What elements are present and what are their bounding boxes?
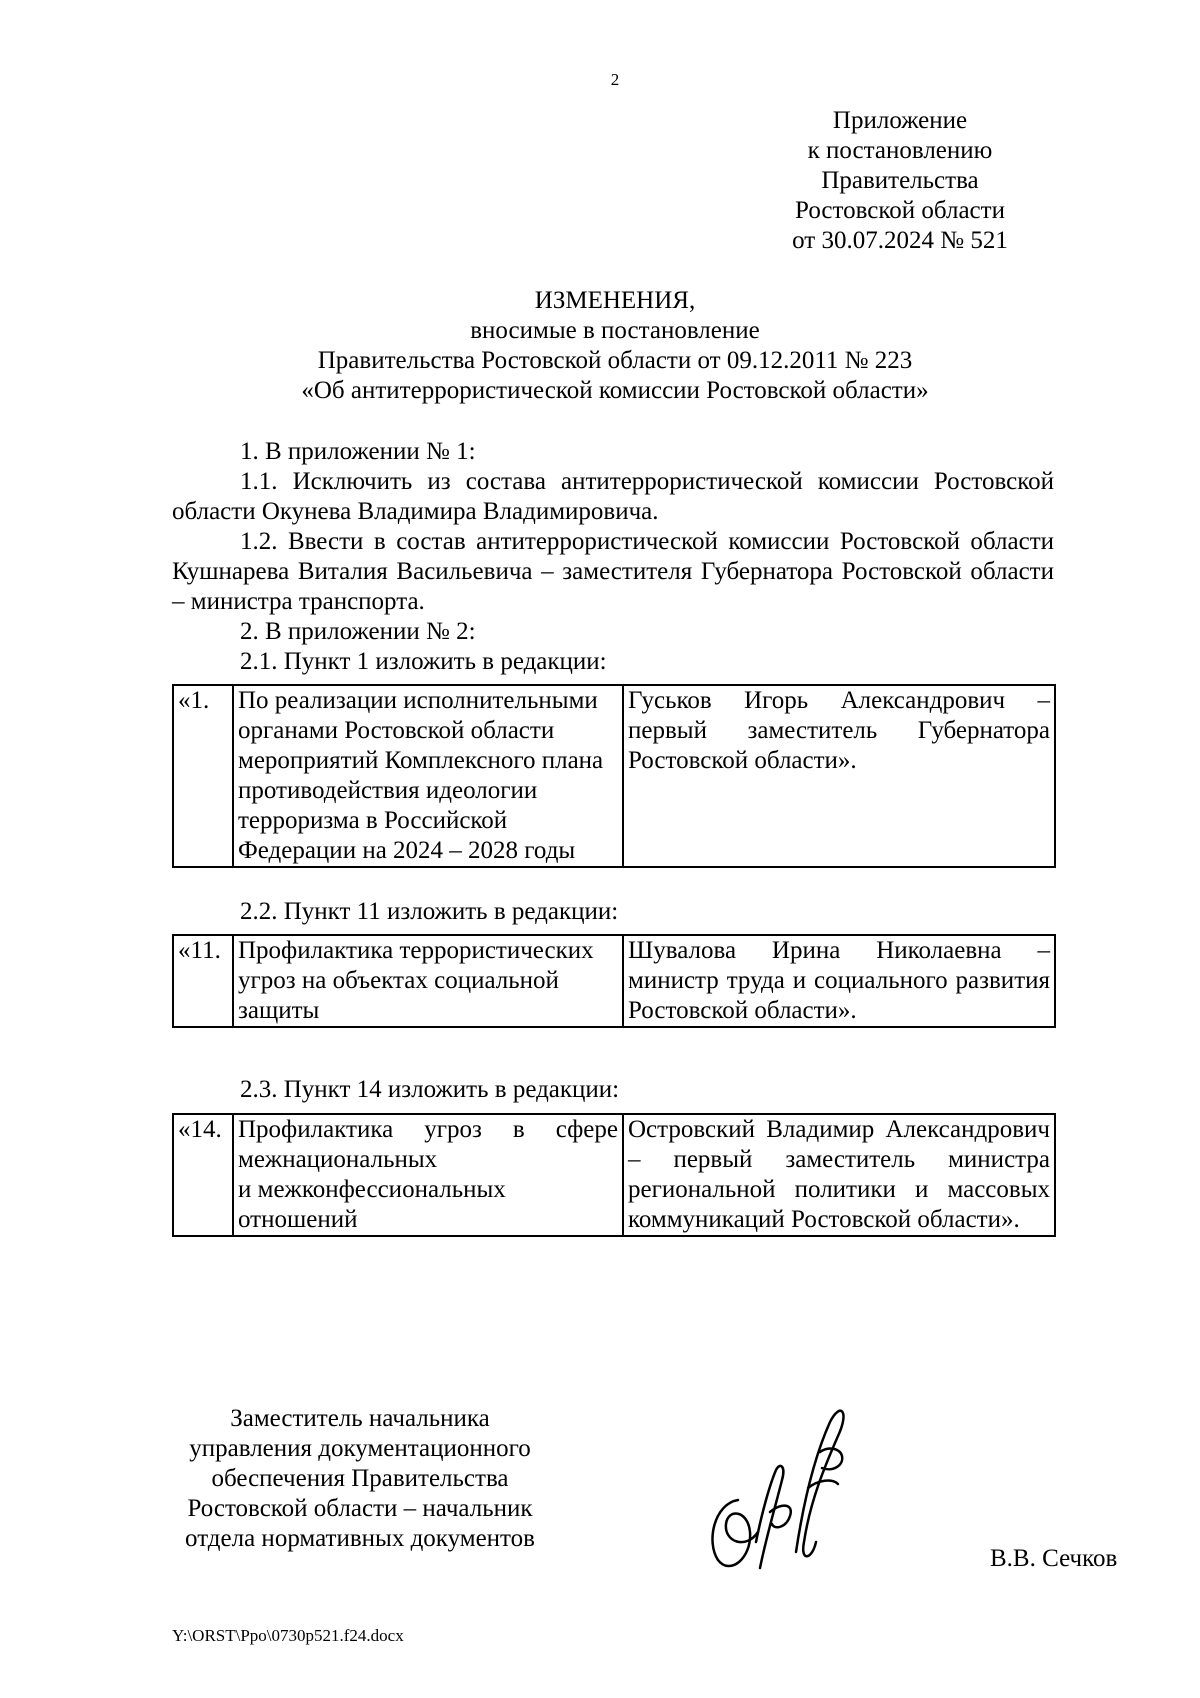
amendment-table-item-11 [172, 934, 1056, 1028]
position-line: отдела нормативных документов [185, 1525, 535, 1552]
annex-line: Приложение [832, 107, 968, 134]
handwritten-signature [700, 1392, 860, 1582]
title-line: «Об антитеррористической комиссии Ростовской области» [301, 377, 929, 404]
amendment-table-item-1 [172, 684, 1056, 868]
title-line: Правительства Ростовской области от 09.12.2011 № 223 [317, 347, 913, 374]
activity-area: Профилактика террористических угроз на объектах социальной защиты [233, 935, 623, 1027]
annex-line: Правительства [821, 167, 979, 194]
annex-line: Ростовской области [795, 197, 1005, 224]
item-number: «14. [173, 1114, 233, 1236]
paragraph-2-2: 2.2. Пункт 11 изложить в редакции: [240, 898, 619, 925]
responsible-person: Островский Владимир Александрович – первый заместитель министра региональной политики и массовых коммуникаций Ростовской области». [623, 1114, 1055, 1236]
position-line: Ростовской области – начальник [187, 1495, 533, 1522]
signatory-position [140, 1404, 580, 1554]
paragraph-2-1: 2.1. Пункт 1 изложить в редакции: [240, 648, 607, 675]
responsible-person: Гуськов Игорь Александрович – первый заместитель Губернатора Ростовской области». [623, 685, 1055, 867]
position-line: Заместитель начальника [230, 1405, 490, 1432]
annex-line: к постановлению [807, 137, 993, 164]
paragraph-1-1: 1.1. Исключить из состава антитеррористической комиссии Ростовской области Окунева Владимира Владимировича. [172, 468, 1054, 525]
activity-area: Профилактика угроз в сфере межнациональных и межконфессиональных отношений [233, 1114, 623, 1236]
position-line: управления документационного [189, 1435, 531, 1462]
responsible-person: Шувалова Ирина Николаевна – министр труда и социального развития Ростовской области». [623, 935, 1055, 1027]
paragraph-2-3: 2.3. Пункт 14 изложить в редакции: [240, 1076, 620, 1103]
annex-line: от 30.07.2024 № 521 [792, 227, 1008, 254]
paragraph-2: 2. В приложении № 2: [240, 618, 476, 645]
signer-name: В.В. Сечков [990, 1545, 1118, 1572]
file-path: Y:\ORST\Ppo\0730p521.f24.docx [172, 1626, 404, 1645]
title-heading: ИЗМЕНЕНИЯ, [534, 287, 696, 314]
paragraph-1: 1. В приложении № 1: [240, 438, 476, 465]
item-number: «1. [173, 685, 233, 867]
position-line: обеспечения Правительства [211, 1465, 509, 1492]
document-title [175, 286, 1055, 406]
paragraph-1-2: 1.2. Ввести в состав антитеррористической комиссии Ростовской области Кушнарева Виталия Васильевича – заместителя Губернатора Ростовской области – министра транспорта. [172, 528, 1054, 615]
annex-header [780, 106, 1020, 256]
page-number: 2 [610, 70, 620, 89]
amendment-table-item-14 [172, 1113, 1056, 1237]
title-line: вносимые в постановление [470, 317, 760, 344]
activity-area: По реализации исполнительными органами Ростовской области мероприятий Комплексного плана противодействия идеологии терроризма в Российской Федерации на 2024 – 2028 годы [233, 685, 623, 867]
item-number: «11. [173, 935, 233, 1027]
